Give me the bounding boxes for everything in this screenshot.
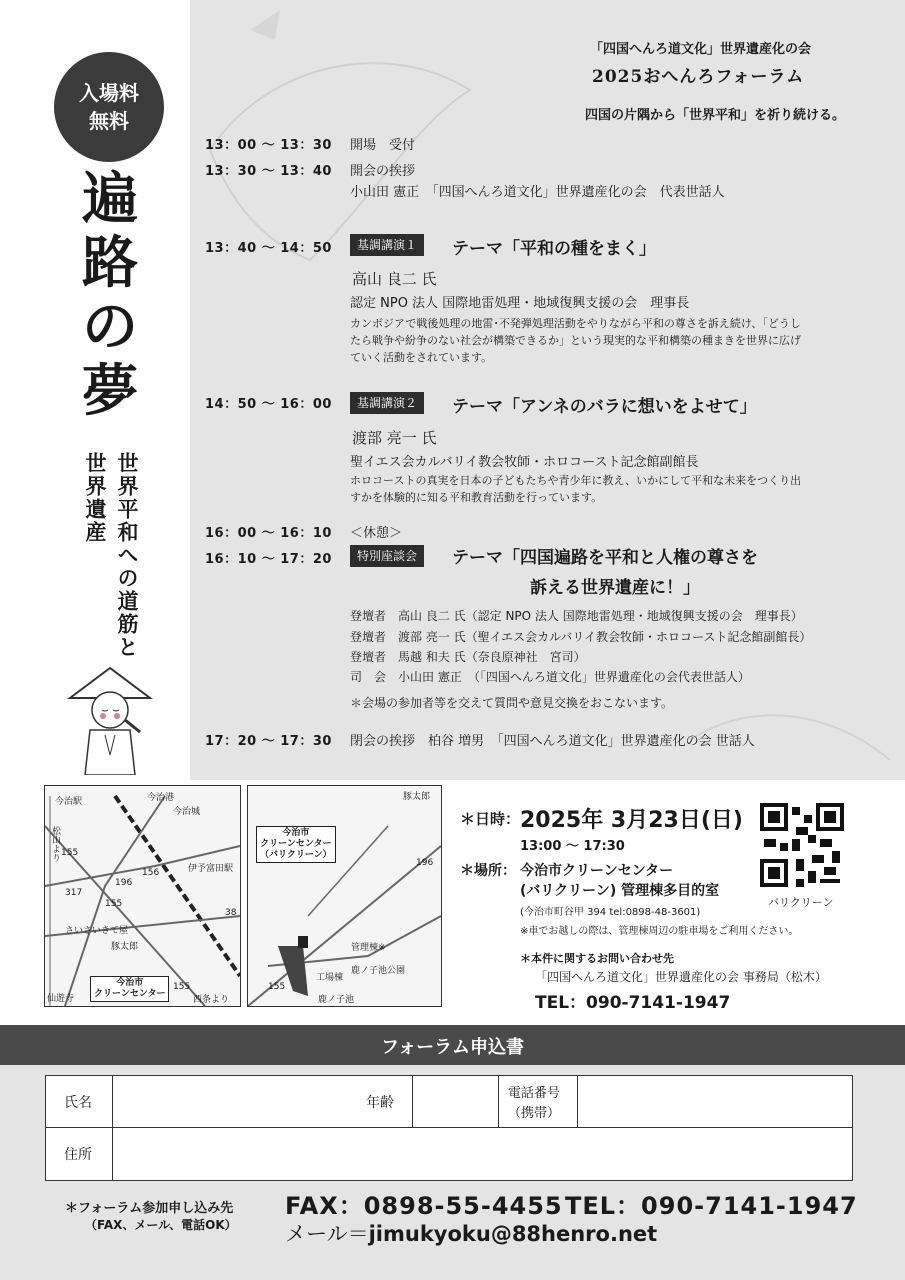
map2-roads [248,786,441,1006]
inquiry-org: 「四国へんろ道文化」世界遺産化の会 事務局（松木） [535,970,827,984]
map1-road-155a: 155 [61,848,79,858]
phone-field[interactable] [577,1077,851,1126]
map2-box-line3: （バリクリーン） [260,850,332,860]
map-area-detail [247,785,442,1007]
qr-caption: バリクリーン [768,896,834,909]
inquiry-tel: TEL：090-7141-1947 [535,993,731,1013]
text-s5: ＜休憩＞ [350,526,403,541]
time-s1: 13：00 〜 13：30 [205,138,332,153]
desc1-s4: ホロコーストの真実を日本の子どもたちや青少年に教え、いかにして平和な未来をつくり出 [350,474,802,487]
phone-label: 電話番号 [508,1086,561,1101]
map2-label-factory: 工場棟 [316,973,344,983]
inquiry-label: ＊本件に関するお問い合わせ先 [520,952,674,965]
contact-note: ＊フォーラム参加申し込み先 [65,1201,234,1216]
time-s6: 16：10 〜 17：20 [205,552,332,567]
email-line [285,1218,657,1248]
application-form-table [45,1075,853,1181]
map1-road-317: 317 [65,888,83,898]
map1-label-matsuyama: 松山より [50,826,60,862]
title-char-1: 遍 [82,167,138,232]
note-s6: ＊会場の参加者等を交えて質問や意見交換をおこないます。 [350,696,674,710]
badge-line2: 無料 [89,109,129,133]
speaker-s4: 渡部 亮一 氏 [352,429,437,447]
map2-box-line2: クリーンセンター [260,839,332,849]
theme2-s6: 訴える世界遺産に！」 [530,578,700,598]
date-label: ＊日時： [460,810,521,828]
age-label: 年齢 [366,1095,394,1111]
affil-s3: 認定 NPO 法人 国際地雷処理・地域復興支援の会 理事長 [350,296,690,311]
place-label: ＊場所： [460,863,516,879]
email-address[interactable]: jimukyoku@88henro.net [368,1222,658,1246]
badge-line1: 入場料 [79,81,139,105]
place-room: (バリクリーン) 管理棟多目的室 [520,883,720,899]
time-s2: 13：30 〜 13：40 [205,164,332,179]
time-s3: 13：40 〜 14：50 [205,241,332,256]
map1-label-imabari-station: 今治駅 [55,797,83,807]
map1-label-port: 今治港 [147,793,175,803]
address-field[interactable] [113,1128,851,1179]
form-title: フォーラム申込書 [381,1037,524,1058]
text-s1: 開場 受付 [350,138,416,153]
vertical-subtitle-2: 世界遺産 [83,452,107,544]
time-s7: 17：20 〜 17：30 [205,734,332,749]
map1-road-196: 196 [115,878,133,888]
vertical-title [70,168,150,424]
map2-road-155: 155 [268,982,286,992]
fax-number: FAX：0898-55-4455 [285,1192,563,1220]
map-area-overview [44,785,241,1007]
panelist-1: 登壇者 高山 良二 氏（認定 NPO 法人 国際地雷処理・地域復興支援の会 理事長） [350,609,803,623]
map1-label-castle: 今治城 [173,807,201,817]
time-s5: 16：00 〜 16：10 [205,526,332,541]
map1-road-155c: 155 [173,982,191,992]
map2-road-196: 196 [416,858,434,868]
text-s7: 閉会の挨拶 柏谷 増男 「四国へんろ道文化」世界遺産化の会 世話人 [350,734,755,749]
free-admission-badge [54,52,164,162]
map2-label-park: 鹿ノ子池公園 [351,966,406,976]
affil-s4: 聖イエス会カルバリイ教会牧師・ホロコースト記念館副館長 [350,455,699,470]
parking-note: ※車でお越しの際は、管理棟周辺の駐車場をご利用ください。 [520,926,799,937]
vertical-subtitle-1: 世界平和への道筋と [115,452,139,659]
panelist-3: 登壇者 馬越 和夫 氏（奈良原神社 宮司） [350,650,586,664]
tag-keynote-1: 基調講演１ [350,234,424,256]
tag-special-talk: 特別座談会 [350,545,424,567]
qr-code-icon[interactable] [760,803,844,887]
contact-methods: （FAX、メール、電話OK） [85,1218,237,1232]
pilgrim-illustration-icon [65,660,155,775]
event-time: 13:00 〜 17:30 [520,839,625,854]
map1-clean-center-box: 今治市 クリーンセンター [90,976,169,1002]
desc2-s3: たら戦争や紛争のない社会が構築できるか」という現実的な平和構築の種まきを世界に広げ [350,334,801,347]
age-field[interactable] [413,1077,497,1126]
detail-s2: 小山田 憲正 「四国へんろ道文化」世界遺産化の会 代表世話人 [350,185,725,200]
map1-label-butataro: 豚太郎 [111,942,139,952]
event-date: 2025年 3月23日(日) [520,808,743,833]
speaker-s3: 高山 良二 氏 [352,270,437,288]
tel-number: TEL：090-7141-1947 [565,1192,858,1220]
desc3-s3: ていく活動をされています。 [350,351,493,364]
time-s4: 14：50 〜 16：00 [205,397,332,412]
title-char-2: 路 [82,231,138,296]
map1-road-155b: 155 [105,899,123,909]
text-s2: 開会の挨拶 [350,164,416,179]
phone-sub-label: （携帯） [508,1106,561,1121]
map1-label-saijo: 西条より [193,995,230,1005]
panelist-2: 登壇者 渡部 亮一 氏（聖イエス会カルバリイ教会牧師・ホロコースト記念館副館長） [350,630,812,644]
title-char-4: 夢 [82,359,138,424]
place-address: (今治市町谷甲 394 tel:0898-48-3601) [520,907,701,918]
name-label: 氏名 [64,1095,92,1111]
theme-s4: テーマ「アンネのバラに想いをよせて」 [452,397,757,417]
title-char-3: の [82,295,138,360]
name-field[interactable] [113,1077,353,1126]
place-name: 今治市クリーンセンター [520,863,674,879]
map2-label-pond: 鹿ノ子池 [318,995,355,1005]
map1-label-saisaikiteya: さいさいきて屋 [65,926,129,936]
map1-label-senyuji: 仙遊寺 [47,994,75,1004]
address-label: 住所 [64,1147,92,1163]
map1-road-156: 156 [142,868,160,878]
map1-label-tomita-station: 伊予富田駅 [188,864,234,874]
map2-label-butataro: 豚太郎 [403,792,431,802]
moderator: 司 会 小山田 憲正 （「四国へんろ道文化」世界遺産化の会代表世話人） [350,670,750,684]
map2-box-line1: 今治市 [282,828,310,838]
organizer-name: 「四国へんろ道文化」世界遺産化の会 [590,42,812,57]
map1-road-38: 38 [225,908,237,918]
desc2-s4: すかを体験的に知る平和教育活動を行っています。 [350,491,603,504]
map2-clean-center-box [256,826,336,863]
theme-s3: テーマ「平和の種をまく」 [452,239,656,259]
tag-keynote-2: 基調講演２ [350,392,424,414]
email-prefix: メール＝ [285,1222,369,1246]
desc1-s3: カンボジアで戦後処理の地雷･不発弾処理活動をやりながら平和の尊さを訴え続け、「どうし [350,317,801,330]
forum-logo: 2025おへんろフォーラム [592,67,805,87]
map2-label-admin-bldg: 管理棟※ [351,943,386,953]
tagline: 四国の片隅から「世界平和」を祈り続ける。 [585,108,846,123]
theme1-s6: テーマ「四国遍路を平和と人権の尊さを [452,548,758,568]
